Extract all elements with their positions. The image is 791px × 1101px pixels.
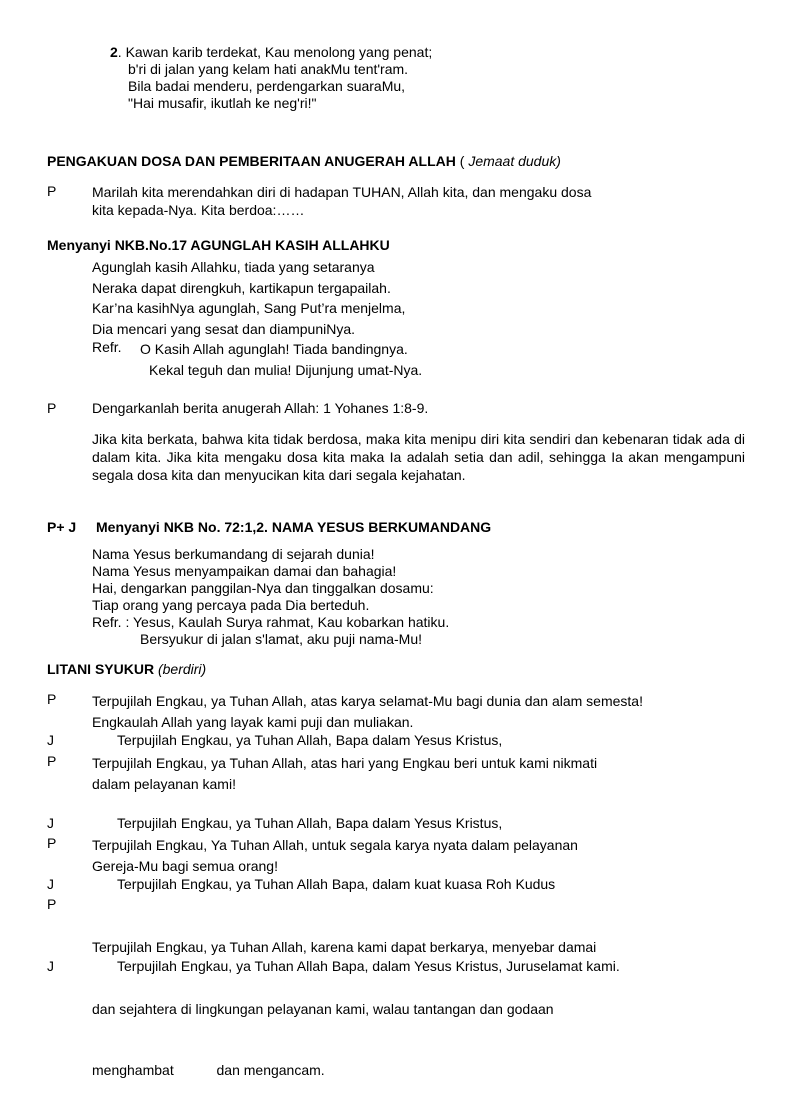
hymn-17-heading: Menyanyi NKB.No.17 AGUNGLAH KASIH ALLAHKU — [47, 237, 390, 253]
hymn-72-heading: Menyanyi NKB No. 72:1,2. NAMA YESUS BERKUMANDANG — [96, 519, 492, 535]
speaker-label: P — [47, 400, 57, 416]
verse-line: "Hai musafir, ikutlah ke neg'ri!" — [128, 95, 317, 111]
litany-entry — [92, 691, 643, 732]
hymn-17-lines — [92, 257, 405, 339]
assurance-line: Dengarkanlah berita anugerah Allah: 1 Yohanes 1:8-9. — [92, 400, 429, 416]
refrain-line: Kekal teguh dan mulia! Dijunjung umat-Nya. — [149, 361, 423, 378]
hymn-line: Nama Yesus berkumandang di sejarah dunia! — [92, 546, 375, 562]
hymn-line: Refr. : Yesus, Kaulah Surya rahmat, Kau kobarkan hatiku. — [92, 614, 450, 630]
verse-line: . Kawan karib terdekat, Kau menolong yang penat; — [117, 44, 433, 60]
litany-line: Terpujilah Engkau, ya Tuhan Allah, Bapa dalam Yesus Kristus, — [117, 732, 503, 748]
speaker-label: J — [47, 876, 54, 892]
speaker-label: P — [47, 753, 57, 769]
assurance-paragraph: Jika kita berkata, bahwa kita tidak berdosa, maka kita menipu diri kita sendiri dan kebenaran tidak ada di dalam kita. Jika kita mengaku dosa kita maka Ia adalah setia dan adil, sehingga Ia akan mengampuni segala dosa kita dan menyucikan kita dari segala kejahatan. — [92, 431, 745, 483]
litany-line: Terpujilah Engkau, ya Tuhan Allah Bapa, dalam kuat kuasa Roh Kudus — [117, 876, 556, 892]
litany-line: Terpujilah Engkau, ya Tuhan Allah Bapa, dalam Yesus Kristus, Juruselamat kami. — [117, 958, 620, 974]
speaker-label: J — [47, 958, 54, 974]
litany-entry — [92, 753, 597, 794]
litany-entry — [92, 835, 578, 876]
litany-line: Terpujilah Engkau, ya Tuhan Allah, atas hari yang Engkau beri untuk kami nikmati — [92, 755, 598, 771]
litany-line: Terpujilah Engkau, Ya Tuhan Allah, untuk segala karya nyata dalam pelayanan — [92, 837, 578, 853]
verse-line: b'ri di jalan yang kelam hati anakMu tent'ram. — [128, 61, 409, 77]
hymn-line: Hai, dengarkan panggilan-Nya dan tinggalkan dosamu: — [92, 580, 434, 596]
speaker-label: P — [47, 835, 57, 851]
speaker-label: J — [47, 815, 54, 831]
litany-entry — [92, 896, 596, 1101]
litany-line: dalam pelayanan kami! — [92, 775, 236, 792]
section-title: LITANI SYUKUR — [47, 661, 155, 677]
section-title: PENGAKUAN DOSA DAN PEMBERITAAN ANUGERAH ALLAH — [47, 153, 456, 169]
litany-line: Gereja-Mu bagi semua orang! — [92, 857, 278, 874]
speaker-label: P — [47, 183, 57, 199]
litany-line: Engkaulah Allah yang layak kami puji dan muliakan. — [92, 713, 414, 730]
speaker-label: P — [47, 896, 57, 912]
section-note: (berdiri) — [157, 661, 207, 677]
litany-line: Terpujilah Engkau, ya Tuhan Allah, atas karya selamat-Mu bagi dunia dan alam semesta! — [92, 693, 643, 709]
hymn-line: Neraka dapat direngkuh, kartikapun tergapailah. — [92, 279, 391, 296]
hymn-line: Tiap orang yang percaya pada Dia berteduh. — [92, 597, 370, 613]
section-note: Jemaat duduk) — [468, 153, 561, 169]
confession-text — [92, 183, 591, 219]
speaker-label: J — [47, 732, 54, 748]
verse-2 — [110, 44, 432, 112]
hymn-line: Kar’na kasihNya agunglah, Sang Put’ra menjelma, — [92, 300, 406, 316]
confession-heading — [47, 153, 561, 170]
hymn-line: Nama Yesus menyampaikan damai dan bahagia! — [92, 563, 397, 579]
verse-line: Bila badai menderu, perdengarkan suaraMu, — [128, 78, 406, 94]
hymn-line: Dia mencari yang sesat dan diampuniNya. — [92, 320, 356, 337]
hymn-line: Bersyukur di jalan s'lamat, aku puji nama-Mu! — [140, 631, 423, 647]
refrain-lines — [140, 339, 422, 380]
litany-line: menghambat dan mengancam. — [92, 1062, 325, 1078]
speaker-label: P — [47, 691, 57, 707]
litany-line: Terpujilah Engkau, ya Tuhan Allah, karena kami dapat berkarya, menyebar damai — [92, 939, 597, 955]
note-open: ( — [455, 153, 469, 169]
speaker-label: P+ J — [47, 519, 77, 535]
text-line: Marilah kita merendahkan diri di hadapan TUHAN, Allah kita, dan mengaku dosa — [92, 184, 592, 200]
hymn-line: Agunglah kasih Allahku, tiada yang setaranya — [92, 259, 375, 275]
refrain-label: Refr. — [92, 339, 122, 355]
hymn-72-lines — [92, 546, 449, 648]
litany-line: dan sejahtera di lingkungan pelayanan kami, walau tantangan dan godaan — [92, 1000, 554, 1017]
litany-heading — [47, 661, 206, 678]
text-line: kita kepada-Nya. Kita berdoa:…… — [92, 202, 305, 218]
refrain-line: O Kasih Allah agunglah! Tiada bandingnya. — [140, 341, 408, 357]
verse-number: 2 — [110, 44, 118, 60]
litany-line: Terpujilah Engkau, ya Tuhan Allah, Bapa dalam Yesus Kristus, — [117, 815, 503, 831]
